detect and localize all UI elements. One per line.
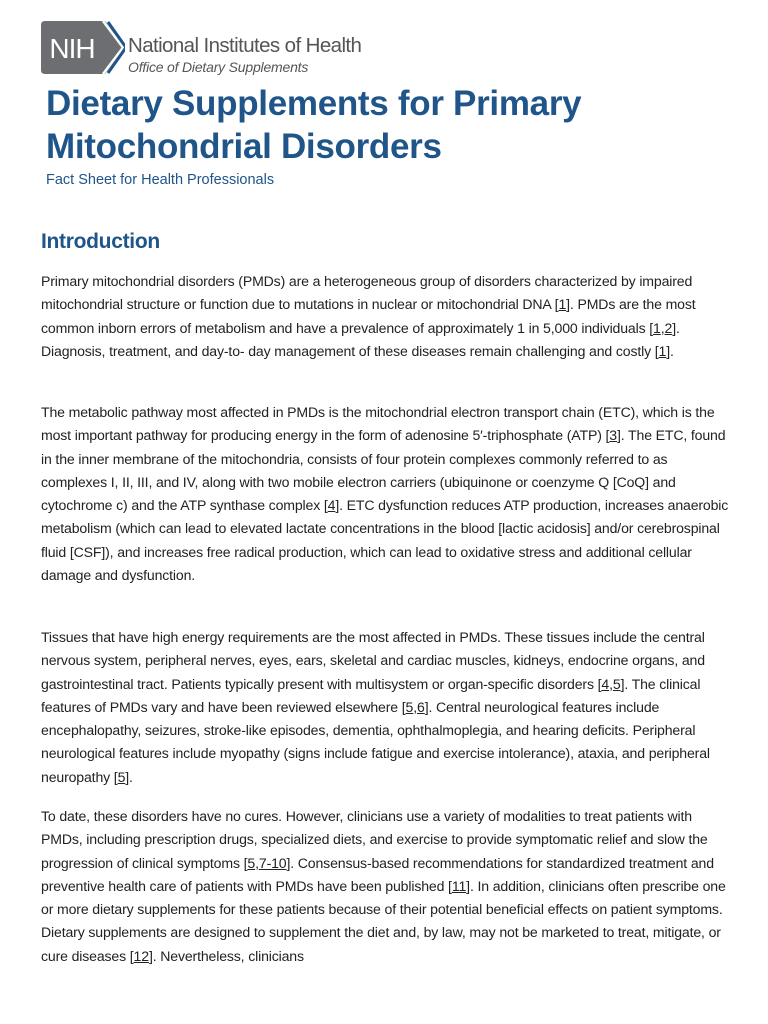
reference-link[interactable]: 5 (117, 768, 126, 785)
paragraph-text: , (609, 675, 613, 692)
paragraph-text: , (255, 854, 259, 871)
paragraph-text: ]. Consensus-based recommendations for standardized treatment and preventive health care of patients with PMDs have been published [ (41, 854, 714, 894)
reference-link[interactable]: 5 (405, 698, 414, 715)
nih-logo-mark-icon (41, 21, 125, 74)
paragraph-text: ]. Diagnosis, treatment, and day-to- day management of these diseases remain challenging and costly [ (41, 319, 680, 359)
paragraph-text: ]. ETC dysfunction reduces ATP production, increases anaerobic metabolism (which can lead to elevated lactate concentrations in the blood [lactic acidosis] and/or cerebrospinal fluid [CSF]), and increases free radical production, which can lead to oxidative stress and additional cellular damage and dysfunction. (41, 497, 729, 584)
office-name: Office of Dietary Supplements (128, 59, 309, 75)
paragraph-text: ]. (125, 768, 133, 785)
intro-paragraph-3 (41, 626, 729, 789)
intro-paragraph-1 (41, 270, 729, 363)
paragraph-text: The metabolic pathway most affected in PMDs is the mitochondrial electron transport chain (ETC), which is the most important pathway for producing energy in the form of adenosine 5′-triphosphate (ATP) [ (41, 404, 715, 444)
page-title (46, 82, 746, 168)
paragraph-text: , (660, 319, 665, 336)
reference-link[interactable]: 4 (601, 675, 610, 692)
paragraph-text: ]. (666, 342, 674, 359)
page-subtitle: Fact Sheet for Health Professionals (46, 172, 275, 188)
paragraph-text: ]. Nevertheless, clinicians (148, 947, 304, 964)
section-heading-introduction: Introduction (41, 230, 160, 253)
reference-link[interactable]: 12 (133, 947, 149, 964)
reference-link[interactable]: 4 (327, 497, 336, 514)
reference-link[interactable]: 5 (612, 675, 621, 692)
paragraph-text: Tissues that have high energy requirements are the most affected in PMDs. These tissues include the central nervous system, peripheral nerves, eyes, ears, skeletal and cardiac muscles, kidneys, endocrine organs, and gastrointestinal tract. Patients typically present with multisystem or organ-specific disorders [ (41, 629, 705, 692)
page-title-line1: Dietary Supplements for Primary (46, 84, 582, 123)
reference-link[interactable]: 1 (558, 296, 567, 313)
paragraph-text: ]. The ETC, found in the inner membrane of the mitochondria, consists of four protein complexes commonly referred to as complexes I, II, III, and IV, along with two mobile electron carriers (ubiquinone or coenzyme Q [CoQ] and cytochrome c) and the ATP synthase complex [ (41, 427, 726, 514)
paragraph-text: ]. PMDs are the most common inborn errors of metabolism and have a prevalence of approximately 1 in 5,000 individuals [ (41, 296, 696, 336)
reference-link[interactable]: 7-10 (258, 854, 287, 871)
reference-link[interactable]: 5 (247, 854, 256, 871)
reference-link[interactable]: 6 (416, 698, 425, 715)
reference-link[interactable]: 2 (664, 319, 673, 336)
intro-paragraph-2 (41, 401, 729, 587)
reference-link[interactable]: 3 (609, 427, 617, 444)
paragraph-text: Primary mitochondrial disorders (PMDs) are a heterogeneous group of disorders characterized by impaired mitochondrial structure or function due to mutations in nuclear or mitochondrial DNA [ (41, 273, 693, 313)
reference-link[interactable]: 1 (653, 319, 661, 336)
paragraph-text: ]. In addition, clinicians often prescribe one or more dietary supplements for these patients because of their potential beneficial effects on patient symptoms. Dietary supplements are designed to supplement the diet and, by law, may not be marketed to treat, mitigate, or cure diseases [ (41, 877, 726, 964)
paragraph-text: , (413, 698, 417, 715)
org-name: National Institutes of Health (128, 34, 362, 57)
nih-logo-text: NIH (49, 33, 95, 64)
logo-wordmark (128, 35, 361, 76)
page-title-line2: Mitochondrial Disorders (46, 127, 442, 166)
intro-paragraph-4 (41, 805, 729, 968)
reference-link[interactable]: 11 (451, 877, 467, 894)
reference-link[interactable]: 1 (658, 342, 667, 359)
paragraph-text: To date, these disorders have no cures. However, clinicians use a variety of modalities to treat patients with PMDs, including prescription drugs, specialized diets, and exercise to provide symptomatic relief and slow the progression of clinical symptoms [ (41, 808, 708, 871)
paragraph-text: ]. Central neurological features include encephalopathy, seizures, stroke-like episodes, dementia, ophthalmoplegia, and hearing deficits. Peripheral neurological features include myopathy (signs include fatigue and exercise intolerance), ataxia, and peripheral neuropathy [ (41, 698, 710, 785)
paragraph-text: ]. The clinical features of PMDs vary and have been reviewed elsewhere [ (41, 675, 701, 715)
